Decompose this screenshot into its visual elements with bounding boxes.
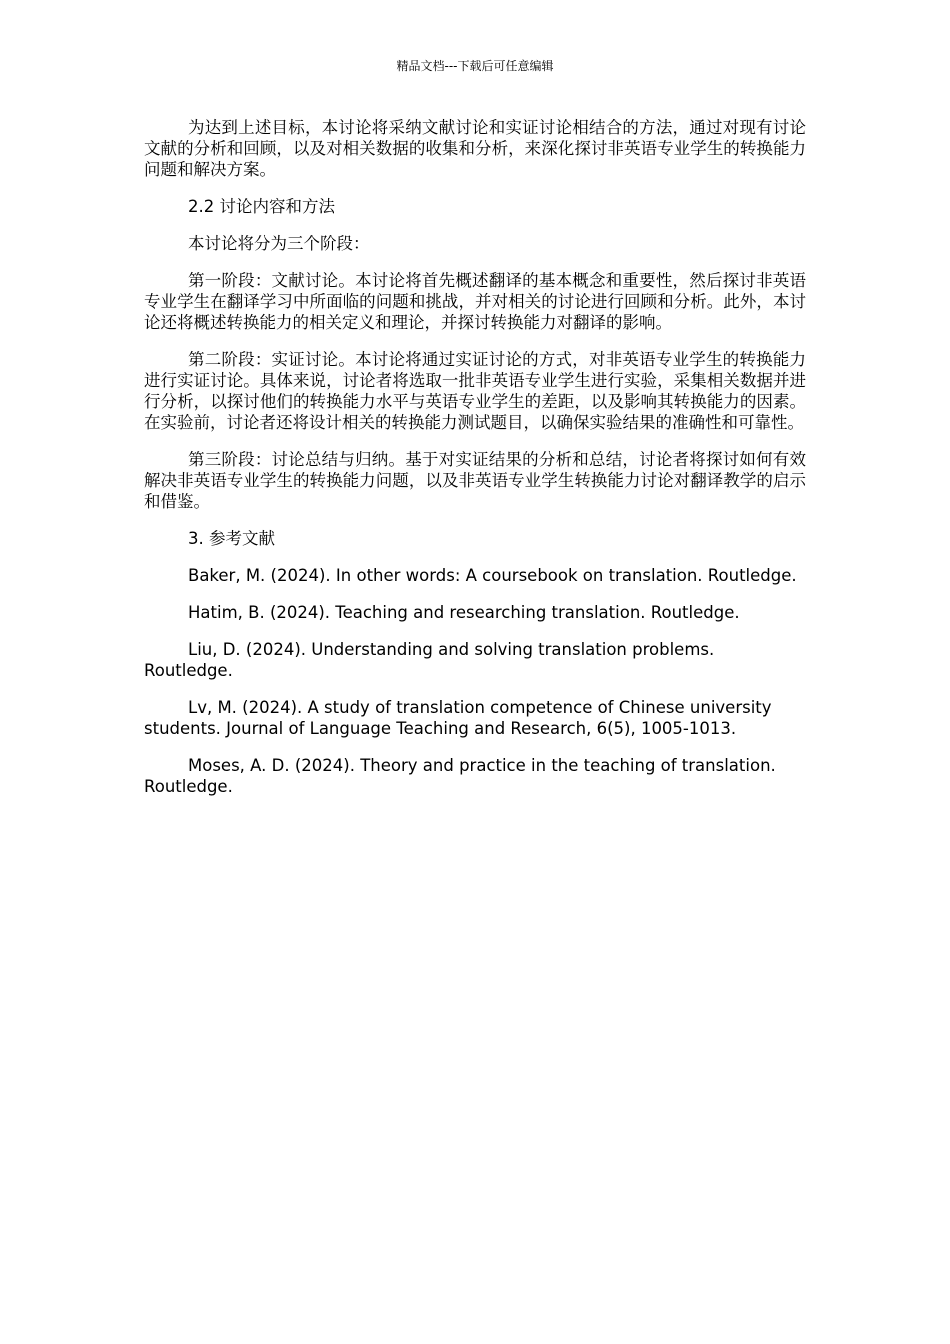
reference-item: Lv, M. (2024). A study of translation competence of Chinese university students. Journal of Language Teaching and Research, 6(5), 1005-1013. [144,698,772,738]
reference-item: Liu, D. (2024). Understanding and solving translation problems. Routledge. [144,640,715,680]
paragraph-stage-one: 第一阶段：文献讨论。本讨论将首先概述翻译的基本概念和重要性，然后探讨非英语专业学生在翻译学习中所面临的问题和挑战，并对相关的讨论进行回顾和分析。此外，本讨论还将概述转换能力的相关定义和理论，并探讨转换能力对翻译的影响。 [144,271,806,332]
section-heading-references: 3. 参考文献 [188,529,275,548]
paragraph-stage-three: 第三阶段：讨论总结与归纳。基于对实证结果的分析和总结，讨论者将探讨如何有效解决非英语专业学生的转换能力问题，以及非英语专业学生转换能力讨论对翻译教学的启示和借鉴。 [144,450,806,511]
reference-item: Baker, M. (2024). In other words: A coursebook on translation. Routledge. [188,566,797,585]
page-header: 精品文档---下载后可任意编辑 [396,59,554,73]
section-heading-content-and-method: 2.2 讨论内容和方法 [188,197,335,216]
reference-item: Hatim, B. (2024). Teaching and researching translation. Routledge. [188,603,740,622]
document-body [144,117,806,813]
reference-item: Moses, A. D. (2024). Theory and practice in the teaching of translation. Routledge. [144,756,776,796]
paragraph-stage-two: 第二阶段：实证讨论。本讨论将通过实证讨论的方式，对非英语专业学生的转换能力进行实证讨论。具体来说，讨论者将选取一批非英语专业学生进行实验，采集相关数据并进行分析，以探讨他们的转换能力水平与英语专业学生的差距，以及影响其转换能力的因素。在实验前，讨论者还将设计相关的转换能力测试题目，以确保实验结果的准确性和可靠性。 [144,350,806,432]
paragraph-method-overview: 为达到上述目标，本讨论将采纳文献讨论和实证讨论相结合的方法，通过对现有讨论文献的分析和回顾，以及对相关数据的收集和分析，来深化探讨非英语专业学生的转换能力问题和解决方案。 [144,118,806,179]
paragraph-three-stages-intro: 本讨论将分为三个阶段： [188,234,370,253]
